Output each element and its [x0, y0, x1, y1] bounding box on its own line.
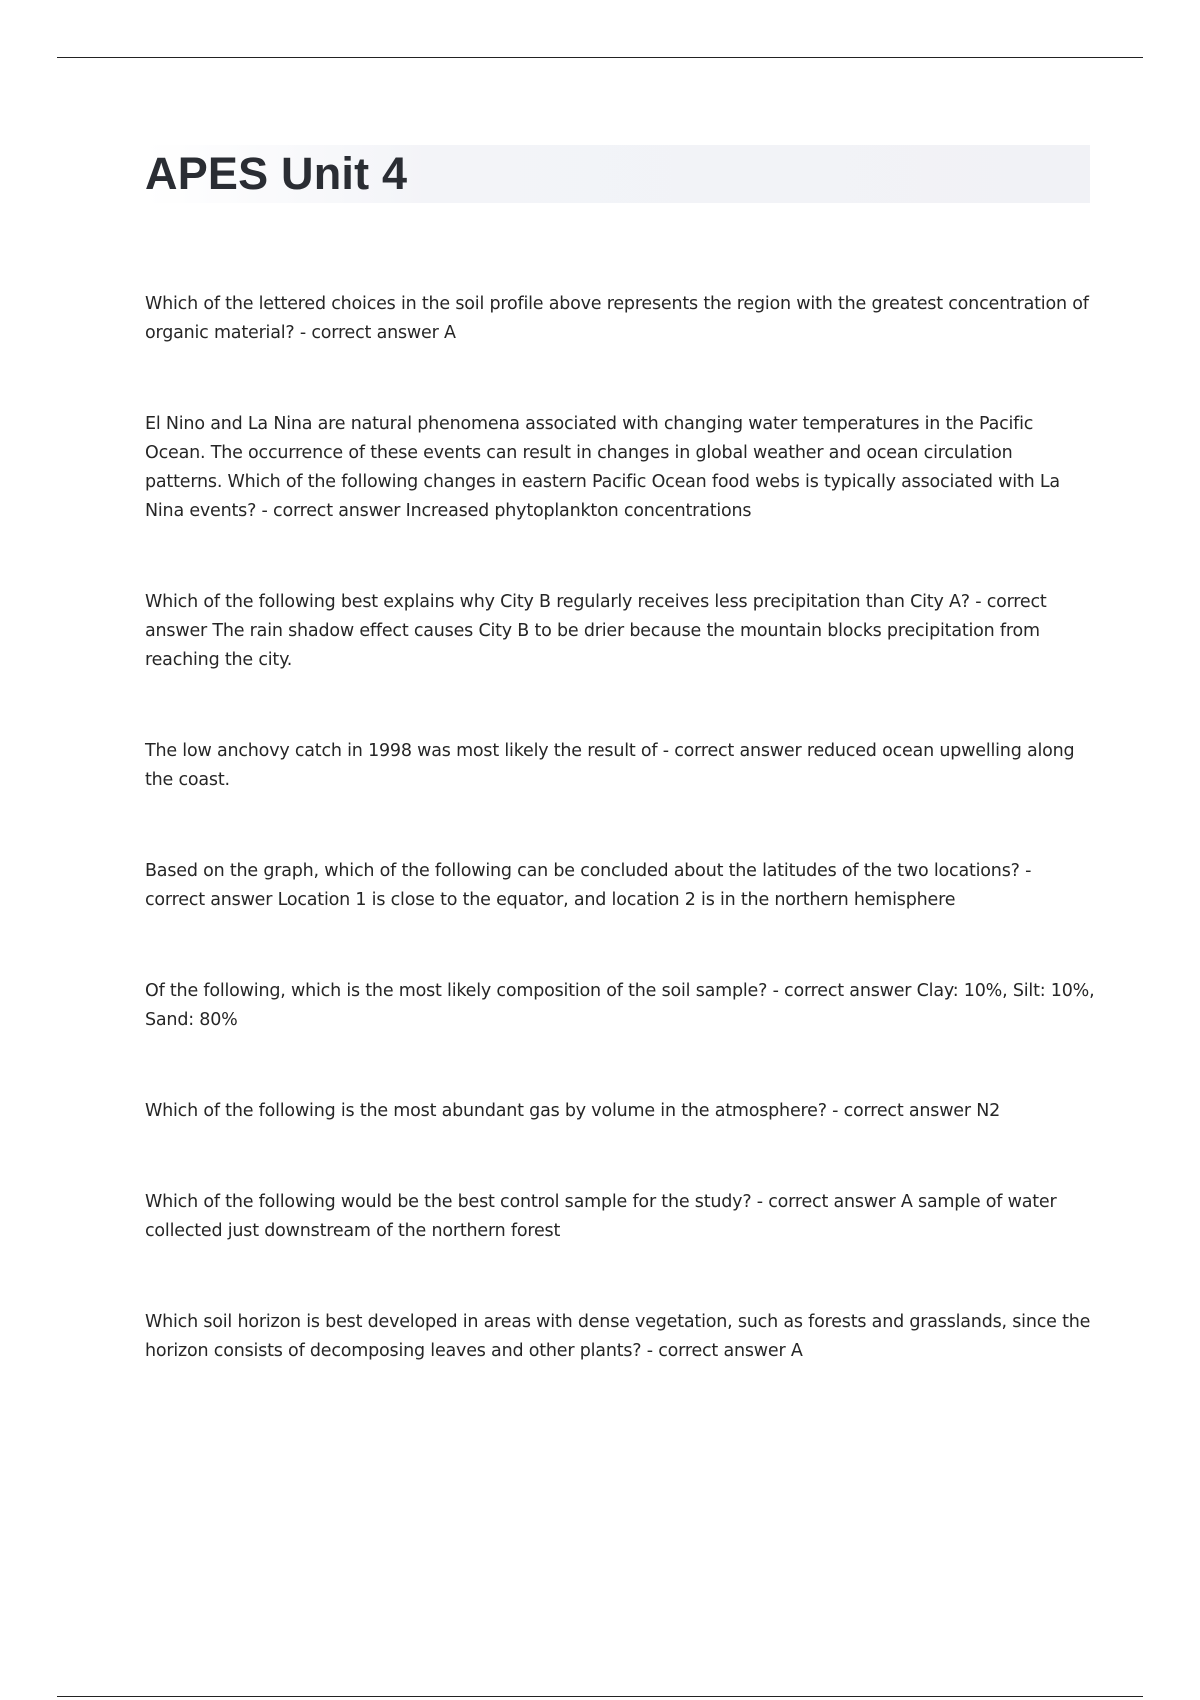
qa-item-5: Based on the graph, which of the following can be concluded about the latitudes of the two locations? - correct answer Location 1 is close to the equator, and location 2 is in the northern hemisphere [145, 861, 1032, 910]
qa-item-4: The low anchovy catch in 1998 was most likely the result of - correct answer reduced ocean upwelling along the coast. [145, 741, 1075, 790]
qa-item-9: Which soil horizon is best developed in areas with dense vegetation, such as forests and grasslands, since the horizon consists of decomposing leaves and other plants? - correct answer A [145, 1312, 1091, 1361]
qa-item-8: Which of the following would be the best control sample for the study? - correct answer A sample of water collected just downstream of the northern forest [145, 1192, 1057, 1241]
qa-item-6: Of the following, which is the most likely composition of the soil sample? - correct answer Clay: 10%, Silt: 10%, Sand: 80% [145, 981, 1095, 1030]
qa-item-3: Which of the following best explains why City B regularly receives less precipitation than City A? - correct answer The rain shadow effect causes City B to be drier because the mountain blocks precipitation from reaching the city. [145, 592, 1047, 670]
qa-item-1: Which of the lettered choices in the soil profile above represents the region with the greatest concentration of organic material? - correct answer A [145, 294, 1089, 343]
bottom-divider [57, 1696, 1143, 1697]
page-title: APES Unit 4 [145, 148, 408, 199]
top-divider [57, 57, 1143, 58]
qa-item-2: El Nino and La Nina are natural phenomena associated with changing water temperatures in the Pacific Ocean. The occurrence of these events can result in changes in global weather and ocean circulation patterns. Which of the following changes in eastern Pacific Ocean food webs is typically associated with La Nina events? - correct answer Increased phytoplankton concentrations [145, 414, 1060, 521]
qa-list [145, 290, 1095, 1366]
qa-item-7: Which of the following is the most abundant gas by volume in the atmosphere? - correct answer N2 [145, 1101, 1001, 1121]
